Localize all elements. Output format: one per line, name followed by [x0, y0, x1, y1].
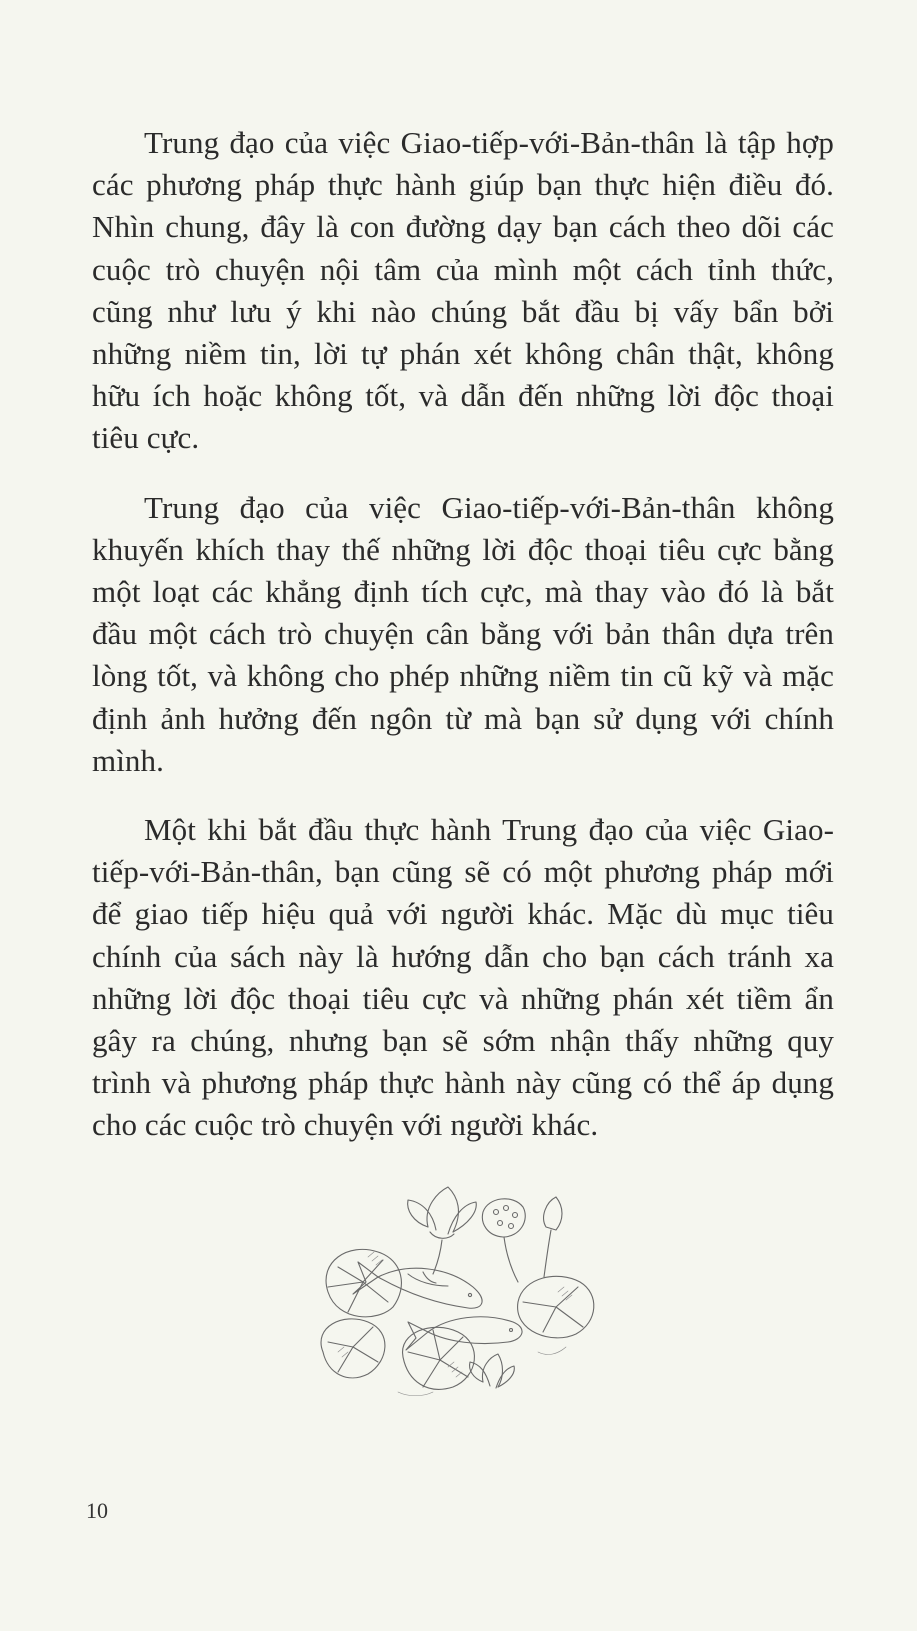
- koi-fish-icon: [353, 1262, 482, 1308]
- koi-fish-second-icon: [406, 1317, 522, 1350]
- lotus-flower-icon: [408, 1187, 477, 1274]
- paragraph-3: Một khi bắt đầu thực hành Trung đạo của việc Giao-tiếp-với-Bản-thân, bạn cũng sẽ có một phương pháp mới để giao tiếp hiệu quả với người khác. Mặc dù mục tiêu chính của sách này là hướng dẫn cho bạn cách tránh xa những lời độc thoại tiêu cực và những phán xét tiềm ẩn gây ra chúng, nhưng bạn sẽ sớm nhận thấy những quy trình và phương pháp thực hành này cũng có thể áp dụng cho các cuộc trò chuyện với người khác.: [92, 812, 834, 1143]
- lotus-seed-pod-icon: [482, 1199, 525, 1282]
- lily-pad-right-icon: [518, 1276, 594, 1338]
- page-number: 10: [86, 1498, 108, 1523]
- paragraph-2: Trung đạo của việc Giao-tiếp-với-Bản-thân không khuyến khích thay thế những lời độc thoại tiêu cực bằng một loạt các khẳng định tích cực, mà thay vào đó là bắt đầu một cách trò chuyện cân bằng với bản thân dựa trên lòng tốt, và không cho phép những niềm tin cũ kỹ và mặc định ảnh hưởng đến ngôn từ mà bạn sử dụng với chính mình.: [92, 489, 834, 778]
- lily-pad-bottom-left-icon: [321, 1319, 385, 1378]
- lotus-bud-icon: [544, 1197, 562, 1277]
- body-text: [92, 122, 834, 1174]
- water-lily-bottom-icon: [470, 1354, 515, 1388]
- lotus-koi-sketch-icon: [308, 1182, 608, 1412]
- paragraph-1: Trung đạo của việc Giao-tiếp-với-Bản-thân là tập hợp các phương pháp thực hành giúp bạn thực hiện điều đó. Nhìn chung, đây là con đường dạy bạn cách theo dõi các cuộc trò chuyện nội tâm của mình một cách tỉnh thức, cũng như lưu ý khi nào chúng bắt đầu bị vấy bẩn bởi những niềm tin, lời tự phán xét không chân thật, không hữu ích hoặc không tốt, và dẫn đến những lời độc thoại tiêu cực.: [92, 125, 834, 456]
